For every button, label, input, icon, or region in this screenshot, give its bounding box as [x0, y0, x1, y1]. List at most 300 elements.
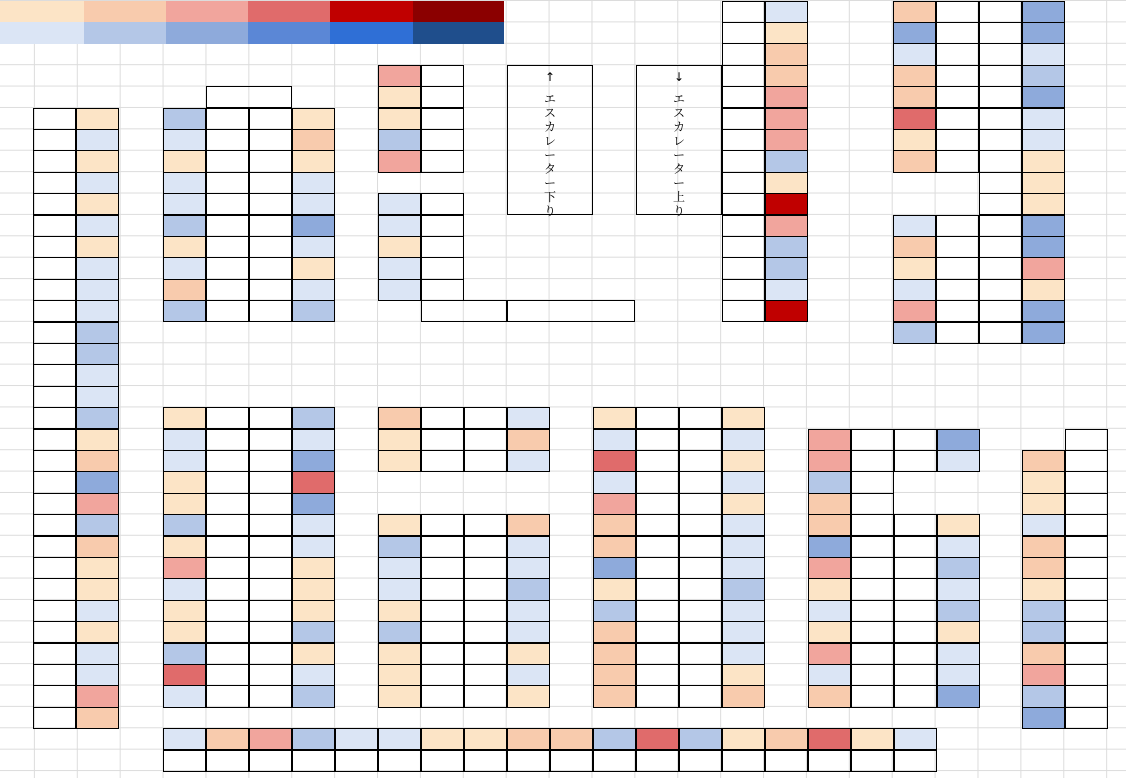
vending-machine-label: [507, 300, 635, 322]
seat-id: [851, 578, 894, 600]
seat-value: [1022, 43, 1065, 65]
seat-value: [378, 86, 421, 108]
seat-value: [765, 172, 808, 194]
seat-value: [808, 493, 851, 515]
seat-value: [722, 685, 765, 707]
seat-id: [851, 621, 894, 643]
seat-id: [206, 450, 249, 472]
seat-id: [936, 22, 979, 44]
seat-value: [163, 300, 206, 322]
legend-negative-4: [248, 22, 330, 44]
seat-value: [76, 450, 119, 472]
seat-id: [636, 664, 679, 686]
seat-value: [378, 728, 421, 750]
seat-value: [76, 343, 119, 365]
seat-id: [33, 471, 76, 493]
seat-id: [851, 643, 894, 665]
seat-id: [722, 193, 765, 215]
seat-value: [765, 236, 808, 258]
seat-id: [636, 578, 679, 600]
seat-id: [421, 643, 464, 665]
seat-value: [1022, 279, 1065, 301]
seat-id: [33, 643, 76, 665]
seat-id: [679, 557, 722, 579]
seat-value: [507, 728, 550, 750]
seat-value: [893, 300, 936, 322]
seat-value: [937, 600, 980, 622]
seat-id: [421, 236, 464, 258]
legend-negative-2: [84, 22, 166, 44]
seat-value: [1022, 707, 1065, 729]
seat-id: [249, 685, 292, 707]
legend-positive-6: [413, 1, 504, 23]
seat-value: [76, 621, 119, 643]
seat-id: [679, 600, 722, 622]
seat-value: [378, 236, 421, 258]
seat-value: [335, 728, 378, 750]
seat-id: [421, 86, 464, 108]
seat-value: [893, 65, 936, 87]
seat-value: [76, 236, 119, 258]
seat-id: [1065, 514, 1108, 536]
seat-value: [163, 150, 206, 172]
seat-id: [464, 600, 507, 622]
seat-id: [1065, 685, 1108, 707]
seat-value: [507, 578, 550, 600]
seat-id: [1065, 643, 1108, 665]
seat-id: [464, 750, 507, 772]
escalator-label-char: ス: [543, 105, 556, 120]
seat-id: [679, 429, 722, 451]
seat-id: [636, 493, 679, 515]
seat-value: [893, 322, 936, 344]
seat-value: [937, 578, 980, 600]
seat-id: [936, 257, 979, 279]
seat-id: [249, 750, 292, 772]
seat-id: [679, 750, 722, 772]
seat-id: [679, 514, 722, 536]
seat-value: [292, 471, 335, 493]
seat-id: [979, 193, 1022, 215]
seat-value: [722, 557, 765, 579]
seat-id: [979, 215, 1022, 237]
seat-value: [507, 600, 550, 622]
seat-value: [1022, 621, 1065, 643]
seat-value: [76, 536, 119, 558]
seat-value: [507, 407, 550, 429]
seat-value: [893, 279, 936, 301]
seat-id: [894, 514, 937, 536]
seat-value: [163, 172, 206, 194]
seat-value: [292, 450, 335, 472]
seat-id: [249, 471, 292, 493]
seat-value: [722, 536, 765, 558]
seat-value: [593, 514, 636, 536]
seat-id: [33, 707, 76, 729]
seat-id: [33, 279, 76, 301]
seat-id: [33, 150, 76, 172]
seat-value: [765, 86, 808, 108]
seat-value: [765, 22, 808, 44]
seat-value: [378, 685, 421, 707]
seat-value: [722, 578, 765, 600]
seat-id: [679, 471, 722, 493]
seat-id: [936, 300, 979, 322]
seat-value: [292, 664, 335, 686]
escalator-label-char: レ: [672, 133, 685, 148]
seat-id: [636, 514, 679, 536]
seat-id: [765, 750, 808, 772]
seat-value: [163, 643, 206, 665]
seat-value: [893, 215, 936, 237]
escalator-label-char: 上: [672, 189, 685, 204]
legend-negative-1: [0, 22, 84, 44]
seat-id: [979, 22, 1022, 44]
seat-id: [636, 407, 679, 429]
seat-id: [636, 557, 679, 579]
seat-value: [593, 685, 636, 707]
escalator-down: [507, 65, 593, 216]
seat-id: [679, 493, 722, 515]
seat-value: [722, 493, 765, 515]
seat-id: [421, 108, 464, 130]
seat-value: [722, 643, 765, 665]
seat-id: [894, 578, 937, 600]
seat-value: [292, 108, 335, 130]
seat-id: [851, 450, 894, 472]
seat-id: [936, 1, 979, 23]
seat-id: [249, 129, 292, 151]
seat-value: [722, 514, 765, 536]
escalator-label-char: 下: [543, 189, 556, 204]
seat-id: [851, 750, 894, 772]
seat-id: [33, 236, 76, 258]
seat-value: [76, 279, 119, 301]
seat-value: [292, 578, 335, 600]
seat-id: [636, 750, 679, 772]
seat-id: [33, 493, 76, 515]
seat-value: [163, 129, 206, 151]
seat-value: [765, 193, 808, 215]
seat-id: [249, 664, 292, 686]
seat-id: [979, 300, 1022, 322]
seat-id: [33, 322, 76, 344]
escalator-label-char: ー: [543, 147, 556, 162]
seat-value: [722, 728, 765, 750]
seat-id: [33, 557, 76, 579]
seat-value: [163, 215, 206, 237]
seat-value: [378, 536, 421, 558]
seat-id: [206, 578, 249, 600]
seat-id: [464, 450, 507, 472]
seat-id: [206, 172, 249, 194]
seat-value: [292, 728, 335, 750]
escalator-label-char: り: [672, 203, 685, 218]
seat-id: [464, 536, 507, 558]
seat-value: [76, 514, 119, 536]
seat-value: [765, 43, 808, 65]
seat-id: [636, 429, 679, 451]
seat-id: [936, 108, 979, 130]
seat-value: [76, 707, 119, 729]
seat-value: [76, 493, 119, 515]
legend-negative-3: [166, 22, 248, 44]
seat-value: [722, 664, 765, 686]
seat-id: [936, 236, 979, 258]
seat-id: [249, 429, 292, 451]
seat-id: [421, 407, 464, 429]
seat-value: [292, 557, 335, 579]
seat-value: [893, 22, 936, 44]
seat-value: [1022, 257, 1065, 279]
seat-id: [206, 279, 249, 301]
seat-id: [979, 322, 1022, 344]
seat-id: [894, 450, 937, 472]
seat-id: [894, 685, 937, 707]
seat-id: [249, 600, 292, 622]
seat-id: [851, 600, 894, 622]
seat-value: [163, 557, 206, 579]
seat-value: [292, 514, 335, 536]
seat-value: [76, 664, 119, 686]
seat-id: [1065, 450, 1108, 472]
seat-value: [292, 429, 335, 451]
seat-value: [679, 728, 722, 750]
seat-id: [722, 65, 765, 87]
seat-id: [206, 557, 249, 579]
seat-value: [76, 600, 119, 622]
seat-value: [507, 643, 550, 665]
seat-id: [421, 429, 464, 451]
seat-value: [76, 150, 119, 172]
escalator-label-char: エ: [672, 91, 685, 106]
seat-id: [206, 429, 249, 451]
seat-value: [593, 578, 636, 600]
seat-value: [1022, 193, 1065, 215]
seat-value: [593, 450, 636, 472]
seat-id: [936, 322, 979, 344]
seat-value: [76, 407, 119, 429]
seat-id: [936, 129, 979, 151]
seat-value: [593, 728, 636, 750]
seat-id: [979, 43, 1022, 65]
seat-id: [636, 643, 679, 665]
seat-value: [163, 685, 206, 707]
seat-id: [894, 643, 937, 665]
seat-id: [249, 578, 292, 600]
seat-id: [421, 450, 464, 472]
seat-value: [507, 536, 550, 558]
seat-value: [292, 536, 335, 558]
seat-id: [722, 257, 765, 279]
seat-id: [335, 750, 378, 772]
seat-value: [292, 129, 335, 151]
seat-id: [249, 172, 292, 194]
seat-id: [33, 621, 76, 643]
seat-value: [163, 578, 206, 600]
seat-value: [1022, 471, 1065, 493]
seat-value: [507, 429, 550, 451]
escalator-label-char: レ: [543, 133, 556, 148]
seat-value: [163, 471, 206, 493]
seat-id: [979, 172, 1022, 194]
seat-id: [421, 514, 464, 536]
seat-id: [979, 129, 1022, 151]
arrow-icon: ↓: [673, 69, 685, 84]
seat-id: [206, 257, 249, 279]
seat-id: [33, 386, 76, 408]
seat-value: [765, 257, 808, 279]
seat-value: [163, 621, 206, 643]
seat-value: [1022, 215, 1065, 237]
seat-id: [33, 450, 76, 472]
seat-value: [76, 429, 119, 451]
seat-id: [421, 578, 464, 600]
seat-value: [1022, 1, 1065, 23]
seat-id: [33, 257, 76, 279]
seat-id: [464, 557, 507, 579]
seat-value: [1022, 86, 1065, 108]
seat-id: [249, 407, 292, 429]
seat-value: [808, 728, 851, 750]
seat-id: [206, 300, 249, 322]
escalator-label-char: ー: [672, 147, 685, 162]
seat-id: [851, 429, 894, 451]
seat-value: [76, 215, 119, 237]
seat-value: [507, 450, 550, 472]
seat-value: [163, 514, 206, 536]
seat-id: [894, 557, 937, 579]
seat-value: [894, 728, 937, 750]
seat-id: [722, 279, 765, 301]
seat-id: [722, 22, 765, 44]
escalator-label-char: タ: [672, 161, 685, 176]
seat-id: [33, 514, 76, 536]
seat-value: [76, 364, 119, 386]
seat-id: [206, 600, 249, 622]
seat-id: [722, 108, 765, 130]
seat-value: [893, 108, 936, 130]
seat-id: [722, 1, 765, 23]
seat-id: [894, 600, 937, 622]
seat-value: [808, 685, 851, 707]
seat-id: [249, 300, 292, 322]
escalator-label-char: タ: [543, 161, 556, 176]
seat-id: [33, 193, 76, 215]
seat-value: [163, 493, 206, 515]
seat-id: [722, 129, 765, 151]
seat-value: [550, 728, 593, 750]
seat-id: [421, 685, 464, 707]
seat-value: [378, 108, 421, 130]
seat-value: [808, 450, 851, 472]
seat-value: [76, 193, 119, 215]
seat-value: [1022, 664, 1065, 686]
seat-id: [1065, 471, 1108, 493]
seat-id: [894, 621, 937, 643]
seat-id: [679, 643, 722, 665]
seat-id: [550, 750, 593, 772]
seat-value: [292, 600, 335, 622]
seat-value: [76, 129, 119, 151]
seat-value: [1022, 236, 1065, 258]
seat-id: [851, 536, 894, 558]
seat-id: [249, 493, 292, 515]
seat-id: [249, 514, 292, 536]
seat-value: [76, 172, 119, 194]
seat-id: [33, 215, 76, 237]
seat-id: [464, 407, 507, 429]
seat-value: [636, 728, 679, 750]
seat-value: [378, 600, 421, 622]
seat-id: [979, 108, 1022, 130]
seat-id: [464, 578, 507, 600]
seat-id: [936, 65, 979, 87]
seat-value: [765, 108, 808, 130]
seat-id: [33, 364, 76, 386]
seat-value: [808, 514, 851, 536]
seat-id: [722, 300, 765, 322]
seat-value: [292, 215, 335, 237]
seat-id: [936, 43, 979, 65]
seat-id: [464, 664, 507, 686]
seat-id: [679, 536, 722, 558]
seat-value: [1022, 536, 1065, 558]
seat-id: [464, 429, 507, 451]
seat-value: [851, 728, 894, 750]
seat-value: [808, 557, 851, 579]
seat-id: [1065, 600, 1108, 622]
seat-value: [249, 728, 292, 750]
seat-value: [937, 664, 980, 686]
seat-id: [33, 429, 76, 451]
seat-value: [722, 429, 765, 451]
seat-value: [937, 621, 980, 643]
seat-id: [249, 257, 292, 279]
seat-id: [936, 215, 979, 237]
seat-id: [1065, 621, 1108, 643]
seat-id: [421, 600, 464, 622]
seat-value: [765, 150, 808, 172]
seat-value: [76, 685, 119, 707]
seat-id: [722, 150, 765, 172]
seat-value: [378, 193, 421, 215]
seat-id: [636, 600, 679, 622]
seat-id: [636, 621, 679, 643]
seat-value: [937, 514, 980, 536]
seat-id: [206, 129, 249, 151]
seat-id: [1065, 557, 1108, 579]
seat-id: [851, 493, 894, 515]
seat-value: [206, 728, 249, 750]
escalator-label-char: ー: [672, 175, 685, 190]
seat-value: [1022, 493, 1065, 515]
seat-id: [979, 257, 1022, 279]
seat-id: [1065, 536, 1108, 558]
seat-id: [206, 150, 249, 172]
seat-id: [1065, 707, 1108, 729]
seat-id: [33, 664, 76, 686]
seat-value: [76, 578, 119, 600]
seat-value: [1022, 514, 1065, 536]
seat-value: [292, 621, 335, 643]
seat-value: [593, 407, 636, 429]
seat-id: [722, 86, 765, 108]
seat-value: [765, 215, 808, 237]
mc-label: [206, 86, 292, 108]
seat-value: [937, 536, 980, 558]
seat-value: [76, 386, 119, 408]
